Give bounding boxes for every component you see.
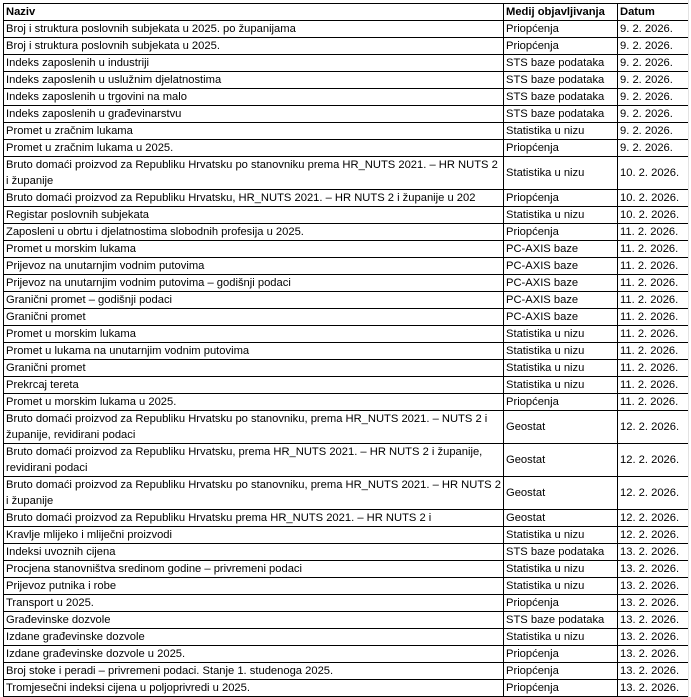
cell-datum[interactable]: 10. 2. 2026.	[618, 157, 689, 190]
table-row	[4, 411, 689, 444]
cell-datum[interactable]: 9. 2. 2026.	[618, 89, 689, 106]
table-row	[4, 89, 689, 106]
cell-naziv[interactable]: Bruto domaći proizvod za Republiku Hrvatsku prema HR_NUTS 2021. – HR NUTS 2 i	[4, 510, 504, 527]
cell-medij[interactable]: Geostat	[504, 444, 618, 477]
cell-medij[interactable]: STS baze podataka	[504, 89, 618, 106]
cell-datum[interactable]: 9. 2. 2026.	[618, 55, 689, 72]
table-row	[4, 241, 689, 258]
cell-naziv[interactable]: Indeks zaposlenih u industriji	[4, 55, 504, 72]
cell-medij[interactable]: PC-AXIS baze	[504, 258, 618, 275]
cell-datum[interactable]: 11. 2. 2026.	[618, 326, 689, 343]
cell-datum[interactable]: 13. 2. 2026.	[618, 680, 689, 697]
table-row	[4, 595, 689, 612]
cell-naziv[interactable]: Promet u zračnim lukama	[4, 123, 504, 140]
cell-naziv[interactable]: Indeksi uvoznih cijena	[4, 544, 504, 561]
cell-medij[interactable]: Statistika u nizu	[504, 377, 618, 394]
table-row	[4, 680, 689, 697]
cell-medij[interactable]: Statistika u nizu	[504, 123, 618, 140]
cell-medij[interactable]: Statistika u nizu	[504, 157, 618, 190]
table-row	[4, 343, 689, 360]
cell-datum[interactable]: 13. 2. 2026.	[618, 646, 689, 663]
cell-medij[interactable]: Statistika u nizu	[504, 326, 618, 343]
table-row	[4, 123, 689, 140]
table-row	[4, 394, 689, 411]
cell-datum[interactable]: 12. 2. 2026.	[618, 527, 689, 544]
cell-datum[interactable]: 10. 2. 2026.	[618, 207, 689, 224]
table-row	[4, 561, 689, 578]
table-row	[4, 258, 689, 275]
cell-naziv[interactable]: Registar poslovnih subjekata	[4, 207, 504, 224]
cell-datum[interactable]: 12. 2. 2026.	[618, 411, 689, 444]
table-row	[4, 326, 689, 343]
table-row	[4, 377, 689, 394]
cell-medij[interactable]: Priopćenja	[504, 394, 618, 411]
cell-datum[interactable]: 9. 2. 2026.	[618, 106, 689, 123]
cell-datum[interactable]: 9. 2. 2026.	[618, 140, 689, 157]
cell-medij[interactable]: Geostat	[504, 477, 618, 510]
cell-medij[interactable]: STS baze podataka	[504, 106, 618, 123]
cell-datum[interactable]: 9. 2. 2026.	[618, 123, 689, 140]
cell-naziv[interactable]: Tromjesečni indeksi cijena u poljoprivredi u 2025.	[4, 680, 504, 697]
table-row	[4, 190, 689, 207]
header-row	[4, 4, 689, 21]
cell-datum[interactable]: 11. 2. 2026.	[618, 224, 689, 241]
table-row	[4, 38, 689, 55]
cell-naziv[interactable]: Promet u morskim lukama u 2025.	[4, 394, 504, 411]
cell-medij[interactable]: Statistika u nizu	[504, 578, 618, 595]
cell-datum[interactable]: 13. 2. 2026.	[618, 595, 689, 612]
table-row	[4, 224, 689, 241]
cell-medij[interactable]: Geostat	[504, 411, 618, 444]
cell-datum[interactable]: 13. 2. 2026.	[618, 578, 689, 595]
table-row	[4, 477, 689, 510]
cell-naziv[interactable]: Bruto domaći proizvod za Republiku Hrvatsku, HR_NUTS 2021. – HR NUTS 2 i županije u 202	[4, 190, 504, 207]
cell-datum[interactable]: 12. 2. 2026.	[618, 510, 689, 527]
cell-medij[interactable]: Statistika u nizu	[504, 561, 618, 578]
cell-naziv[interactable]: Građevinske dozvole	[4, 612, 504, 629]
cell-medij[interactable]: PC-AXIS baze	[504, 292, 618, 309]
cell-naziv[interactable]: Bruto domaći proizvod za Republiku Hrvatsku po stanovniku, prema HR_NUTS 2021. – HR NUTS 2 i županije	[4, 477, 504, 510]
cell-naziv[interactable]: Izdane građevinske dozvole u 2025.	[4, 646, 504, 663]
cell-naziv[interactable]: Promet u morskim lukama	[4, 241, 504, 258]
table-body	[4, 21, 689, 697]
cell-datum[interactable]: 11. 2. 2026.	[618, 394, 689, 411]
table-row	[4, 275, 689, 292]
cell-medij[interactable]: Geostat	[504, 510, 618, 527]
table-row	[4, 72, 689, 89]
cell-datum[interactable]: 13. 2. 2026.	[618, 561, 689, 578]
header-datum[interactable]: Datum	[618, 4, 689, 21]
cell-datum[interactable]: 12. 2. 2026.	[618, 444, 689, 477]
cell-naziv[interactable]: Promet u morskim lukama	[4, 326, 504, 343]
cell-naziv[interactable]: Indeks zaposlenih u trgovini na malo	[4, 89, 504, 106]
cell-medij[interactable]: PC-AXIS baze	[504, 241, 618, 258]
cell-naziv[interactable]: Kravlje mlijeko i mliječni proizvodi	[4, 527, 504, 544]
table-row	[4, 510, 689, 527]
cell-datum[interactable]: 11. 2. 2026.	[618, 360, 689, 377]
table-row	[4, 544, 689, 561]
cell-medij[interactable]: Priopćenja	[504, 38, 618, 55]
cell-naziv[interactable]: Procjena stanovništva sredinom godine – privremeni podaci	[4, 561, 504, 578]
header-naziv[interactable]: Naziv	[4, 4, 504, 21]
cell-naziv[interactable]: Prijevoz na unutarnjim vodnim putovima	[4, 258, 504, 275]
cell-medij[interactable]: Priopćenja	[504, 646, 618, 663]
cell-medij[interactable]: Statistika u nizu	[504, 629, 618, 646]
cell-naziv[interactable]: Prekrcaj tereta	[4, 377, 504, 394]
table-row	[4, 527, 689, 544]
cell-datum[interactable]: 11. 2. 2026.	[618, 275, 689, 292]
cell-datum[interactable]: 11. 2. 2026.	[618, 292, 689, 309]
cell-naziv[interactable]: Izdane građevinske dozvole	[4, 629, 504, 646]
cell-datum[interactable]: 13. 2. 2026.	[618, 544, 689, 561]
cell-medij[interactable]: Priopćenja	[504, 663, 618, 680]
cell-naziv[interactable]: Prijevoz putnika i robe	[4, 578, 504, 595]
cell-medij[interactable]: STS baze podataka	[504, 72, 618, 89]
cell-medij[interactable]: Priopćenja	[504, 595, 618, 612]
table-row	[4, 207, 689, 224]
header-medij-objavljivanja[interactable]: Medij objavljivanja	[504, 4, 618, 21]
cell-datum[interactable]: 11. 2. 2026.	[618, 241, 689, 258]
cell-medij[interactable]: STS baze podataka	[504, 544, 618, 561]
cell-naziv[interactable]: Broj stoke i peradi – privremeni podaci. Stanje 1. studenoga 2025.	[4, 663, 504, 680]
cell-datum[interactable]: 12. 2. 2026.	[618, 477, 689, 510]
table-row	[4, 140, 689, 157]
cell-datum[interactable]: 9. 2. 2026.	[618, 72, 689, 89]
publication-table	[3, 3, 689, 697]
cell-medij[interactable]: Statistika u nizu	[504, 527, 618, 544]
cell-datum[interactable]: 13. 2. 2026.	[618, 629, 689, 646]
table-row	[4, 360, 689, 377]
cell-naziv[interactable]: Broj i struktura poslovnih subjekata u 2025.	[4, 38, 504, 55]
cell-datum[interactable]: 13. 2. 2026.	[618, 612, 689, 629]
cell-naziv[interactable]: Indeks zaposlenih u građevinarstvu	[4, 106, 504, 123]
cell-naziv[interactable]: Bruto domaći proizvod za Republiku Hrvatsku po stanovniku, prema HR_NUTS 2021. – NUTS 2 i županije, revidirani podaci	[4, 411, 504, 444]
cell-datum[interactable]: 11. 2. 2026.	[618, 258, 689, 275]
table-row	[4, 629, 689, 646]
cell-naziv[interactable]: Zaposleni u obrtu i djelatnostima slobodnih profesija u 2025.	[4, 224, 504, 241]
table-row	[4, 612, 689, 629]
table-row	[4, 292, 689, 309]
cell-medij[interactable]: Statistika u nizu	[504, 207, 618, 224]
cell-medij[interactable]: Priopćenja	[504, 224, 618, 241]
cell-naziv[interactable]: Promet u zračnim lukama u 2025.	[4, 140, 504, 157]
cell-medij[interactable]: Priopćenja	[504, 190, 618, 207]
cell-datum[interactable]: 11. 2. 2026.	[618, 309, 689, 326]
cell-medij[interactable]: Statistika u nizu	[504, 360, 618, 377]
cell-datum[interactable]: 11. 2. 2026.	[618, 343, 689, 360]
cell-naziv[interactable]: Granični promet	[4, 360, 504, 377]
table-row	[4, 55, 689, 72]
cell-medij[interactable]: STS baze podataka	[504, 55, 618, 72]
cell-datum[interactable]: 10. 2. 2026.	[618, 190, 689, 207]
table-row	[4, 309, 689, 326]
cell-naziv[interactable]: Prijevoz na unutarnjim vodnim putovima – godišnji podaci	[4, 275, 504, 292]
cell-medij[interactable]: Priopćenja	[504, 680, 618, 697]
cell-naziv[interactable]: Bruto domaći proizvod za Republiku Hrvatsku po stanovniku prema HR_NUTS 2021. – HR NUTS 2 i županije	[4, 157, 504, 190]
table-row	[4, 578, 689, 595]
cell-datum[interactable]: 11. 2. 2026.	[618, 377, 689, 394]
cell-datum[interactable]: 9. 2. 2026.	[618, 21, 689, 38]
cell-naziv[interactable]: Indeks zaposlenih u uslužnim djelatnostima	[4, 72, 504, 89]
cell-medij[interactable]: STS baze podataka	[504, 612, 618, 629]
table-row	[4, 663, 689, 680]
cell-naziv[interactable]: Bruto domaći proizvod za Republiku Hrvatsku, prema HR_NUTS 2021. – HR NUTS 2 i županije, revidirani podaci	[4, 444, 504, 477]
table-row	[4, 444, 689, 477]
cell-datum[interactable]: 9. 2. 2026.	[618, 38, 689, 55]
table-row	[4, 106, 689, 123]
cell-medij[interactable]: Priopćenja	[504, 21, 618, 38]
cell-naziv[interactable]: Broj i struktura poslovnih subjekata u 2025. po županijama	[4, 21, 504, 38]
table-row	[4, 21, 689, 38]
cell-naziv[interactable]: Granični promet	[4, 309, 504, 326]
spreadsheet	[3, 3, 689, 697]
cell-medij[interactable]: PC-AXIS baze	[504, 275, 618, 292]
table-row	[4, 157, 689, 190]
cell-naziv[interactable]: Transport u 2025.	[4, 595, 504, 612]
cell-naziv[interactable]: Promet u lukama na unutarnjim vodnim putovima	[4, 343, 504, 360]
cell-medij[interactable]: Statistika u nizu	[504, 343, 618, 360]
cell-medij[interactable]: Priopćenja	[504, 140, 618, 157]
table-row	[4, 646, 689, 663]
cell-datum[interactable]: 13. 2. 2026.	[618, 663, 689, 680]
cell-medij[interactable]: PC-AXIS baze	[504, 309, 618, 326]
cell-naziv[interactable]: Granični promet – godišnji podaci	[4, 292, 504, 309]
